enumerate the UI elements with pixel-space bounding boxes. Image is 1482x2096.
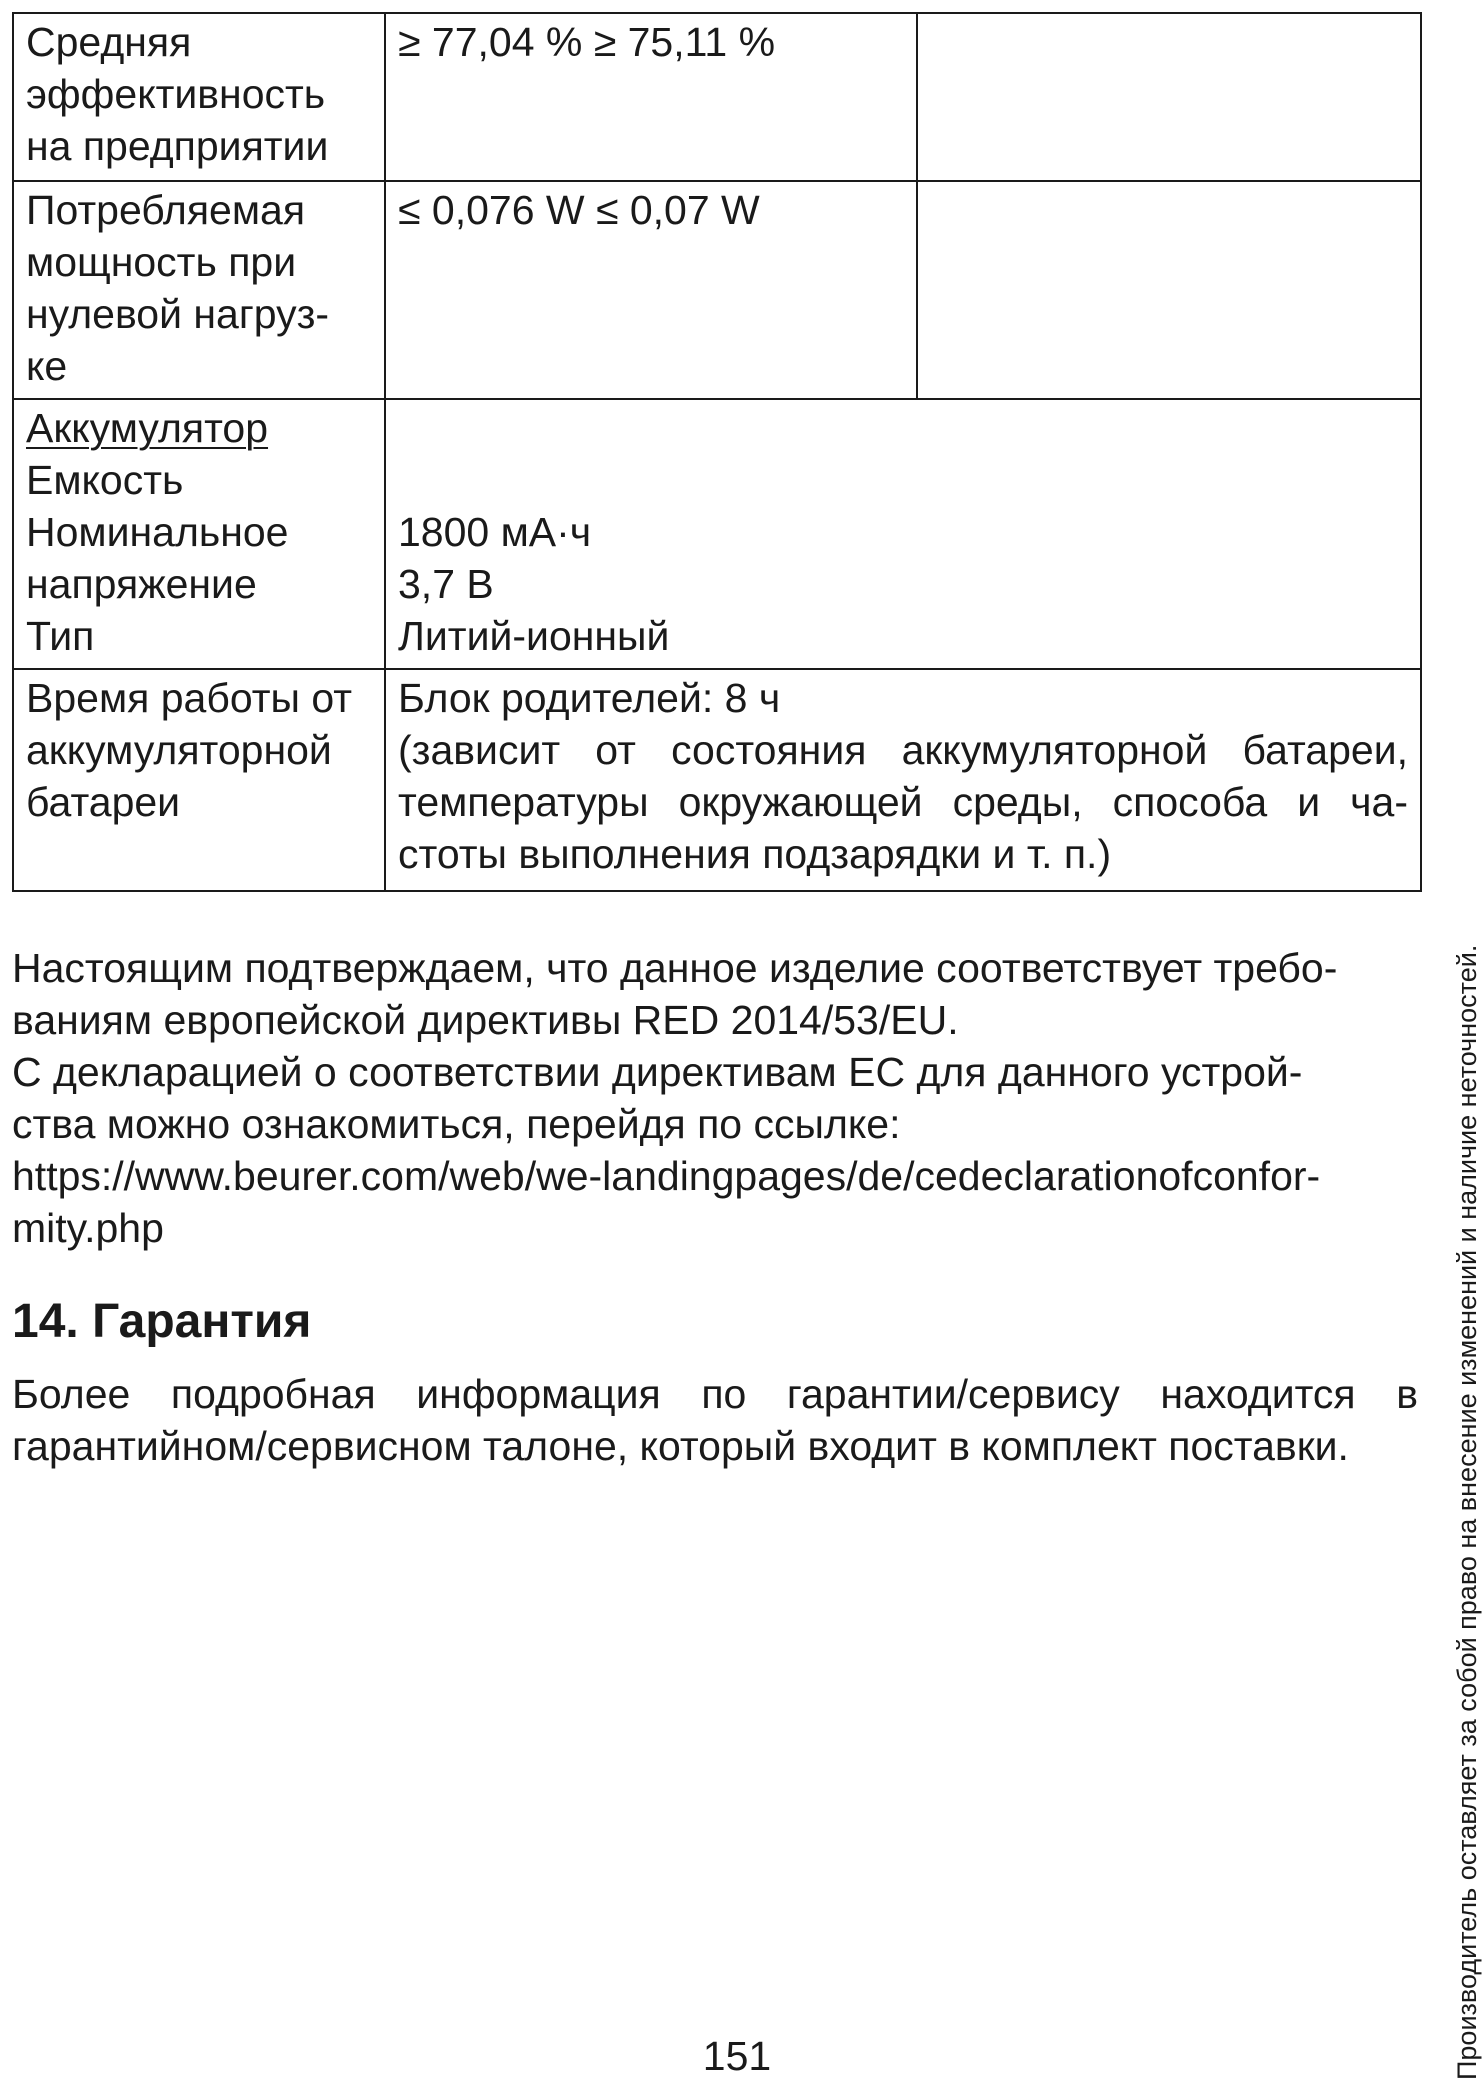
value-cell xyxy=(385,399,1421,669)
value-line: Литий-ионный xyxy=(398,613,670,659)
conformity-line: С декларацией о соответствии директивам ЕС для данного устрой- xyxy=(12,1049,1303,1095)
label-line: аккумуляторной xyxy=(26,727,332,773)
conformity-line: ства можно ознакомиться, перейдя по ссылке: xyxy=(12,1101,901,1147)
value-spacer xyxy=(398,402,1408,454)
conformity-url-line: https://www.beurer.com/web/we-landingpages/de/cedeclarationofconfor- xyxy=(12,1153,1321,1199)
value-line: ≥ 77,04 % ≥ 75,11 % xyxy=(398,19,776,65)
value-line: (зависит от состояния аккумуляторной батареи, xyxy=(398,727,1408,773)
label-cell xyxy=(13,13,385,181)
conformity-statement xyxy=(12,942,1418,1254)
label-line: батареи xyxy=(26,779,181,825)
value-spacer xyxy=(398,454,1408,506)
warranty-line: Более подробная информация по гарантии/сервису находится в xyxy=(12,1371,1418,1417)
value-cell xyxy=(385,669,1421,891)
value-cell xyxy=(385,181,917,399)
empty-cell xyxy=(917,13,1421,181)
table-row-battery-runtime xyxy=(13,669,1421,891)
value-line: стоты выполнения подзарядки и т. п.) xyxy=(398,831,1112,877)
label-line: Время работы от xyxy=(26,675,353,721)
section-heading: 14. Гарантия xyxy=(12,1295,312,1348)
label-cell xyxy=(13,669,385,891)
specifications-table xyxy=(12,12,1422,892)
label-cell xyxy=(13,399,385,669)
label-line: мощность при xyxy=(26,239,297,285)
value-line: 3,7 В xyxy=(398,561,494,607)
label-cell xyxy=(13,181,385,399)
label-line: напряжение xyxy=(26,561,257,607)
table-row-efficiency xyxy=(13,13,1421,181)
label-line: Потребляемая xyxy=(26,187,306,233)
conformity-line: ваниям европейской директивы RED 2014/53/EU. xyxy=(12,997,959,1043)
table-row-battery xyxy=(13,399,1421,669)
value-line: ≤ 0,076 W ≤ 0,07 W xyxy=(398,187,760,233)
label-line: Емкость xyxy=(26,457,184,503)
label-line: ке xyxy=(26,343,68,389)
page-number: 151 xyxy=(702,2033,772,2079)
empty-cell xyxy=(917,181,1421,399)
label-line: Тип xyxy=(26,613,95,659)
conformity-url-line: mity.php xyxy=(12,1205,164,1251)
side-disclaimer: Производитель оставляет за собой право на внесение изменений и наличие неточностей. xyxy=(1452,944,1482,2080)
conformity-line: Настоящим подтверждаем, что данное изделие соответствует требо- xyxy=(12,945,1338,991)
label-line: нулевой нагруз- xyxy=(26,291,330,337)
value-line: Блок родителей: 8 ч xyxy=(398,675,781,721)
label-line: Номинальное xyxy=(26,509,289,555)
label-line: эффективность xyxy=(26,71,326,117)
value-line: 1800 мА·ч xyxy=(398,509,592,555)
warranty-line: гарантийном/сервисном талоне, который входит в комплект поставки. xyxy=(12,1423,1349,1469)
table-row-no-load-power xyxy=(13,181,1421,399)
battery-heading: Аккумулятор xyxy=(26,405,269,451)
warranty-paragraph xyxy=(12,1368,1418,1472)
label-line: на предприятии xyxy=(26,123,329,169)
value-cell xyxy=(385,13,917,181)
value-line: температуры окружающей среды, способа и ча- xyxy=(398,779,1408,825)
label-line: Средняя xyxy=(26,19,192,65)
